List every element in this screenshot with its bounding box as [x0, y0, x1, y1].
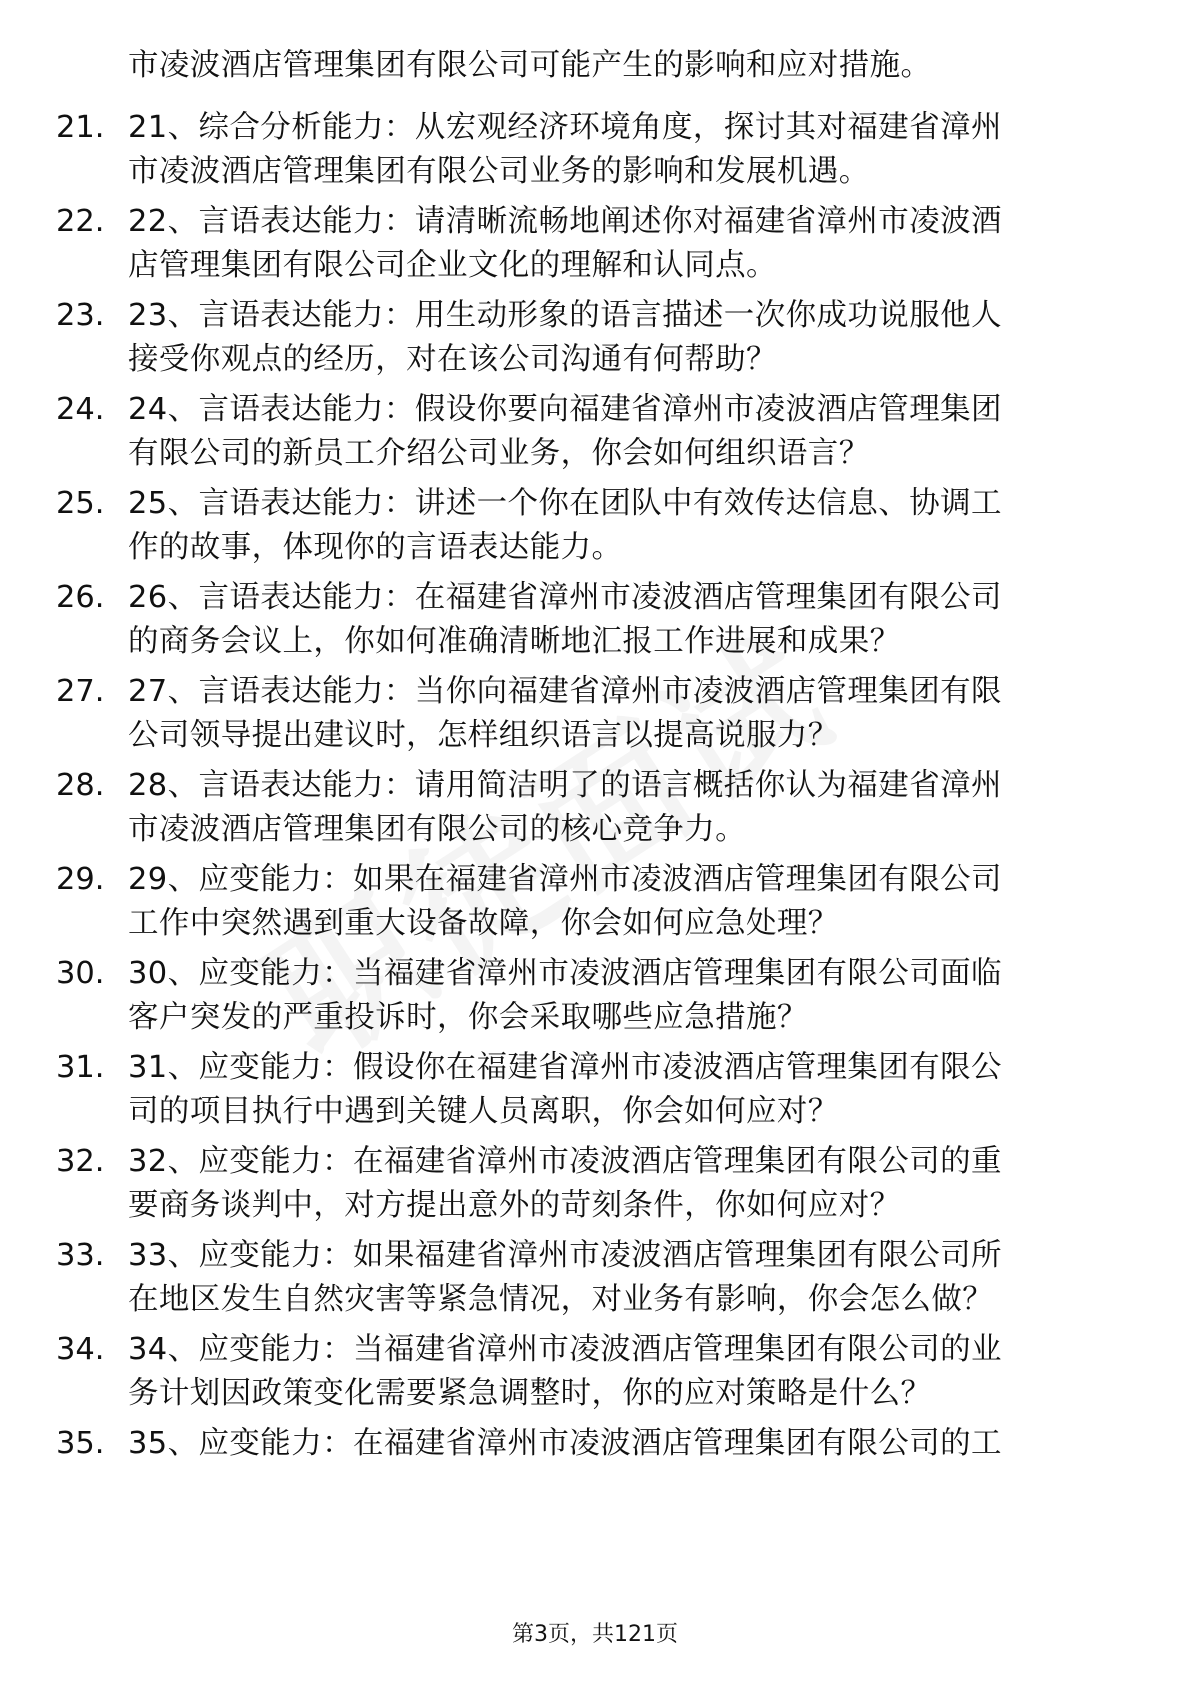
item-text: 店管理集团有限公司企业文化的理解和认同点。 [128, 248, 777, 283]
item-number: 28. [56, 768, 105, 803]
item-number: 33. [56, 1238, 105, 1273]
item-text: 市凌波酒店管理集团有限公司业务的影响和发展机遇。 [128, 154, 870, 189]
item-text: 25、言语表达能力：讲述一个你在团队中有效传达信息、协调工 [128, 486, 1002, 521]
item-text: 35、应变能力：在福建省漳州市凌波酒店管理集团有限公司的工 [128, 1426, 1002, 1461]
page-footer: 第3页，共121页 [512, 1622, 678, 1647]
item-text: 28、言语表达能力：请用简洁明了的语言概括你认为福建省漳州 [128, 768, 1002, 803]
lead-line: 市凌波酒店管理集团有限公司可能产生的影响和应对措施。 [128, 48, 932, 83]
item-number: 31. [56, 1050, 105, 1085]
item-text: 32、应变能力：在福建省漳州市凌波酒店管理集团有限公司的重 [128, 1144, 1002, 1179]
item-text: 作的故事，体现你的言语表达能力。 [128, 530, 623, 565]
item-number: 35. [56, 1426, 105, 1461]
item-text: 要商务谈判中，对方提出意外的苛刻条件，你如何应对？ [128, 1188, 901, 1223]
item-text: 客户突发的严重投诉时，你会采取哪些应急措施？ [128, 1000, 808, 1035]
item-text: 21、综合分析能力：从宏观经济环境角度，探讨其对福建省漳州 [128, 110, 1002, 145]
item-text: 司的项目执行中遇到关键人员离职，你会如何应对？ [128, 1094, 839, 1129]
item-text: 34、应变能力：当福建省漳州市凌波酒店管理集团有限公司的业 [128, 1332, 1002, 1367]
item-text: 公司领导提出建议时，怎样组织语言以提高说服力？ [128, 718, 839, 753]
item-number: 29. [56, 862, 105, 897]
item-text: 工作中突然遇到重大设备故障，你会如何应急处理？ [128, 906, 839, 941]
item-text: 接受你观点的经历，对在该公司沟通有何帮助？ [128, 342, 777, 377]
item-text: 务计划因政策变化需要紧急调整时，你的应对策略是什么？ [128, 1376, 932, 1411]
item-text: 在地区发生自然灾害等紧急情况，对业务有影响，你会怎么做？ [128, 1282, 994, 1317]
item-number: 27. [56, 674, 105, 709]
item-text: 22、言语表达能力：请清晰流畅地阐述你对福建省漳州市凌波酒 [128, 204, 1002, 239]
item-number: 24. [56, 392, 105, 427]
item-number: 32. [56, 1144, 105, 1179]
item-text: 29、应变能力：如果在福建省漳州市凌波酒店管理集团有限公司 [128, 862, 1002, 897]
item-number: 23. [56, 298, 105, 333]
item-number: 26. [56, 580, 105, 615]
item-number: 30. [56, 956, 105, 991]
item-text: 33、应变能力：如果福建省漳州市凌波酒店管理集团有限公司所 [128, 1238, 1002, 1273]
item-text: 24、言语表达能力：假设你要向福建省漳州市凌波酒店管理集团 [128, 392, 1002, 427]
item-text: 26、言语表达能力：在福建省漳州市凌波酒店管理集团有限公司 [128, 580, 1002, 615]
item-text: 30、应变能力：当福建省漳州市凌波酒店管理集团有限公司面临 [128, 956, 1002, 991]
item-number: 21. [56, 110, 105, 145]
item-number: 25. [56, 486, 105, 521]
item-text: 23、言语表达能力：用生动形象的语言描述一次你成功说服他人 [128, 298, 1002, 333]
item-number: 22. [56, 204, 105, 239]
item-text: 市凌波酒店管理集团有限公司的核心竞争力。 [128, 812, 746, 847]
item-text: 31、应变能力：假设你在福建省漳州市凌波酒店管理集团有限公 [128, 1050, 1002, 1085]
item-text: 的商务会议上，你如何准确清晰地汇报工作进展和成果？ [128, 624, 901, 659]
item-number: 34. [56, 1332, 105, 1367]
item-text: 27、言语表达能力：当你向福建省漳州市凌波酒店管理集团有限 [128, 674, 1002, 709]
item-text: 有限公司的新员工介绍公司业务，你会如何组织语言？ [128, 436, 870, 471]
